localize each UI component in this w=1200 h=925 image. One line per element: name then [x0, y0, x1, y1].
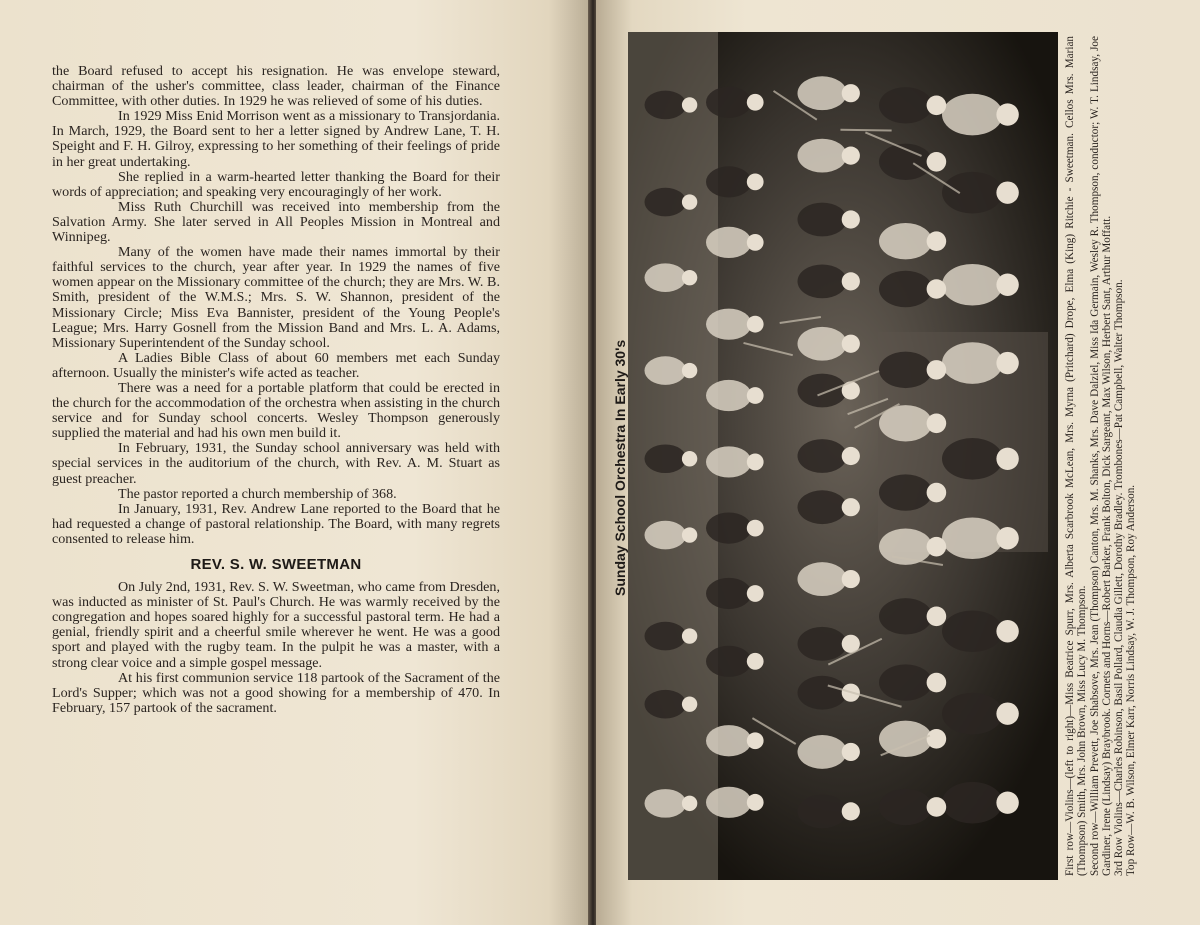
paragraph: In February, 1931, the Sunday school anniversary was held with special services in the auditorium of the church, with Rev. A. M. Stuart as guest preacher. — [52, 440, 500, 487]
musician-face — [996, 274, 1018, 296]
paragraph: In 1929 Miss Enid Morrison went as a missionary to Transjordania. In March, 1929, the Board sent to her a letter signed by Andrew Lane, T. H. Speight and F. H. Gilroy, expressing to her something of their feelings of pride in her great undertaking. — [52, 108, 500, 170]
musician-figure — [942, 782, 1003, 824]
musician-figure — [706, 725, 752, 756]
paragraph: Miss Ruth Churchill was received into membership from the Salvation Army. She later served in All Peoples Mission in Montreal and Winnipeg. — [52, 198, 500, 246]
paragraph: There was a need for a portable platform that could be erected in the church for the accommodation of the orchestra when assisting in the church service and for Sunday school concerts. Wesley Thompson generously supplied the material and had his own men build it. — [52, 379, 500, 442]
caption-line: 3rd Row Violins—Charles Robinson, Basil Pollard, Claudia Gillett, Dorothy Bradley. Trombones—Pat Campbell, Walter Thompson. — [1113, 279, 1126, 876]
musician-face — [842, 802, 860, 820]
musician-figure — [798, 327, 847, 361]
musician-face — [927, 673, 947, 693]
musician-figure — [879, 664, 932, 700]
section-heading: REV. S. W. SWEETMAN — [190, 556, 362, 573]
musician-figure — [942, 264, 1003, 306]
musician-figure — [942, 438, 1003, 480]
musician-figure — [645, 444, 687, 473]
musician-face — [842, 210, 860, 228]
orchestra-photo-image — [628, 32, 1058, 880]
musician-face — [927, 95, 947, 115]
musician-face — [996, 620, 1018, 642]
musician-face — [842, 272, 860, 290]
caption-lines — [1064, 36, 1138, 876]
musician-face — [682, 628, 697, 643]
musician-figure — [942, 172, 1003, 214]
musician-figure — [798, 562, 847, 596]
musician-face — [747, 94, 764, 111]
musician-figure — [879, 352, 932, 388]
musician-figure — [798, 735, 847, 769]
musician-figure — [798, 794, 847, 828]
paragraph: A Ladies Bible Class of about 60 members met each Sunday afternoon. Usually the minister's wife acted as teacher. — [52, 349, 500, 381]
musician-face — [996, 702, 1018, 724]
musician-face — [842, 335, 860, 353]
musician-face — [927, 729, 947, 749]
musician-figure — [645, 521, 687, 550]
musician-face — [747, 520, 764, 537]
caption-line: Second row—William Prevett, Joe Shabsove, Mrs. Jean (Thompson) Canton, Mrs. M. Shanks, Mrs. Dave Dalziel, Miss Ida Germain, Wesley R. Thompson, conductor; W. T. Lindsay, Joe Gardiner, Irene (Lindsay) Braybrook. Cornets and Horns—Robert Barker, Frank Bolton, Dick Sargeant, Max Wilson, Herbert Sant, Arthur Moffatt. — [1088, 36, 1113, 876]
musician-figure — [798, 627, 847, 661]
musician-figure — [879, 271, 932, 307]
musician-face — [927, 797, 947, 817]
photo-title: Sunday School Orchestra In Early 30's — [612, 339, 628, 596]
musician-figure — [798, 439, 847, 473]
musician-figure — [942, 693, 1003, 735]
musician-face — [842, 84, 860, 102]
musician-figure — [798, 76, 847, 110]
musician-face — [996, 181, 1018, 203]
musician-figure — [798, 264, 847, 298]
musician-face — [927, 279, 947, 299]
musician-figure — [798, 139, 847, 173]
musician-face — [996, 103, 1018, 125]
paragraph: the Board refused to accept his resignation. He was envelope steward, chairman of the usher's committee, class leader, chairman of the Finance Committee, with other duties. In 1929 he was relieved of some of his duties. — [52, 63, 500, 110]
instrument-stroke — [840, 130, 891, 131]
musician-figure — [879, 474, 932, 510]
musician-figure — [706, 512, 752, 543]
caption-line: Top Row—W. B. Wilson, Elmer Karr, Norris Lindsay, W. J. Thompson, Roy Anderson. — [1125, 484, 1138, 876]
musician-face — [996, 352, 1018, 374]
musician-figure — [645, 91, 687, 120]
musician-figure — [798, 203, 847, 237]
musician-face — [842, 498, 860, 516]
paragraph: Many of the women have made their names immortal by their faithful services to the church, year after year. In 1929 the names of five women appear on the Missionary committee of the church; they are Mrs. W. B. Smith, president of the W.M.S.; Mrs. S. W. Shannon, president of the Missionary Circle; Miss Eva Bannister, president of the Young People's League; Mrs. Harry Gosnell from the Mission Band and Mrs. L. A. Adams, Missionary Superintendent of the Sunday school. — [52, 244, 500, 351]
paragraphs-before-heading — [52, 64, 500, 547]
caption-line: First row—Violins—(left to right)—Miss Beatrice Spurr, Mrs. Alberta Scarbrook McLean, Mrs. Myrna (Pritchard) Drope, Elma (King) Ritchie - Sweetman. Cellos Mrs. Marian (Thompson) Smith, Mrs. John Brown, Miss Lucy M. Thompson. — [1064, 36, 1089, 876]
musician-figure — [645, 356, 687, 385]
photo-caption — [1064, 36, 1138, 876]
musician-figure — [706, 309, 752, 340]
musician-figure — [942, 342, 1003, 384]
musician-figure — [706, 227, 752, 258]
musician-face — [682, 363, 697, 378]
musician-face — [682, 194, 697, 209]
musician-face — [927, 360, 947, 380]
musician-figure — [645, 622, 687, 651]
musician-face — [682, 270, 697, 285]
musician-figure — [645, 188, 687, 217]
musician-face — [747, 454, 764, 471]
paragraphs-after-heading — [52, 580, 500, 716]
musician-figure — [879, 87, 932, 123]
left-page — [0, 0, 590, 925]
musician-figure — [798, 490, 847, 524]
paragraph: The pastor reported a church membership of 368. — [118, 485, 397, 502]
musician-face — [996, 527, 1018, 549]
musician-figure — [706, 787, 752, 818]
musician-figure — [798, 676, 847, 710]
musician-face — [842, 743, 860, 761]
orchestra-photo — [628, 32, 1058, 880]
musician-face — [927, 152, 947, 172]
musician-face — [747, 732, 764, 749]
musician-figure — [706, 166, 752, 197]
musician-face — [842, 570, 860, 588]
musician-figure — [645, 789, 687, 818]
musician-face — [996, 791, 1018, 813]
musician-face — [747, 794, 764, 811]
musician-face — [682, 97, 697, 112]
musician-figure — [942, 610, 1003, 652]
paragraph: She replied in a warm-hearted letter thanking the Board for their words of appreciation; and speaking very encouragingly of her work. — [52, 168, 500, 200]
musician-face — [927, 483, 947, 503]
paragraph: On July 2nd, 1931, Rev. S. W. Sweetman, who came from Dresden, was inducted as minister of St. Paul's Church. He was warmly received by the congregation and hopes soared highly for a successful pastoral term. He had a genial, friendly spirit and a cheerful smile wherever he went. He was a good sport and played with the rugby team. In the pulpit he was a master, with a strong clear voice and a simple gospel message. — [52, 579, 500, 671]
musician-figure — [706, 87, 752, 118]
musician-face — [747, 316, 764, 333]
musician-face — [682, 451, 697, 466]
musician-face — [747, 585, 764, 602]
musician-face — [842, 447, 860, 465]
musician-face — [747, 387, 764, 404]
musician-figure — [645, 690, 687, 719]
musician-figure — [879, 598, 932, 634]
musician-face — [682, 696, 697, 711]
musician-face — [996, 448, 1018, 470]
paragraph: In January, 1931, Rev. Andrew Lane reported to the Board that he had requested a change of pastoral relationship. The Board, with many regrets consented to release him. — [52, 500, 500, 547]
musician-figure — [879, 789, 932, 825]
left-page-text — [52, 64, 500, 716]
musician-face — [747, 234, 764, 251]
musician-figure — [942, 94, 1003, 136]
musician-figure — [706, 646, 752, 677]
musician-face — [682, 796, 697, 811]
musician-face — [747, 653, 764, 670]
musician-face — [927, 231, 947, 251]
musician-figure — [645, 263, 687, 292]
musician-figure — [798, 374, 847, 408]
musician-figure — [879, 223, 932, 259]
musician-face — [842, 147, 860, 165]
musician-face — [747, 173, 764, 190]
musician-figure — [942, 517, 1003, 559]
musician-face — [927, 537, 947, 557]
musician-face — [682, 527, 697, 542]
paragraph: At his first communion service 118 partook of the Sacrament of the Lord's Supper; which was not a good showing for a membership of 470. In February, 157 partook of the sacrament. — [52, 669, 500, 716]
musician-face — [927, 607, 947, 627]
musician-figure — [706, 578, 752, 609]
musician-figure — [706, 380, 752, 411]
musician-face — [927, 414, 947, 434]
musician-figure — [706, 446, 752, 477]
